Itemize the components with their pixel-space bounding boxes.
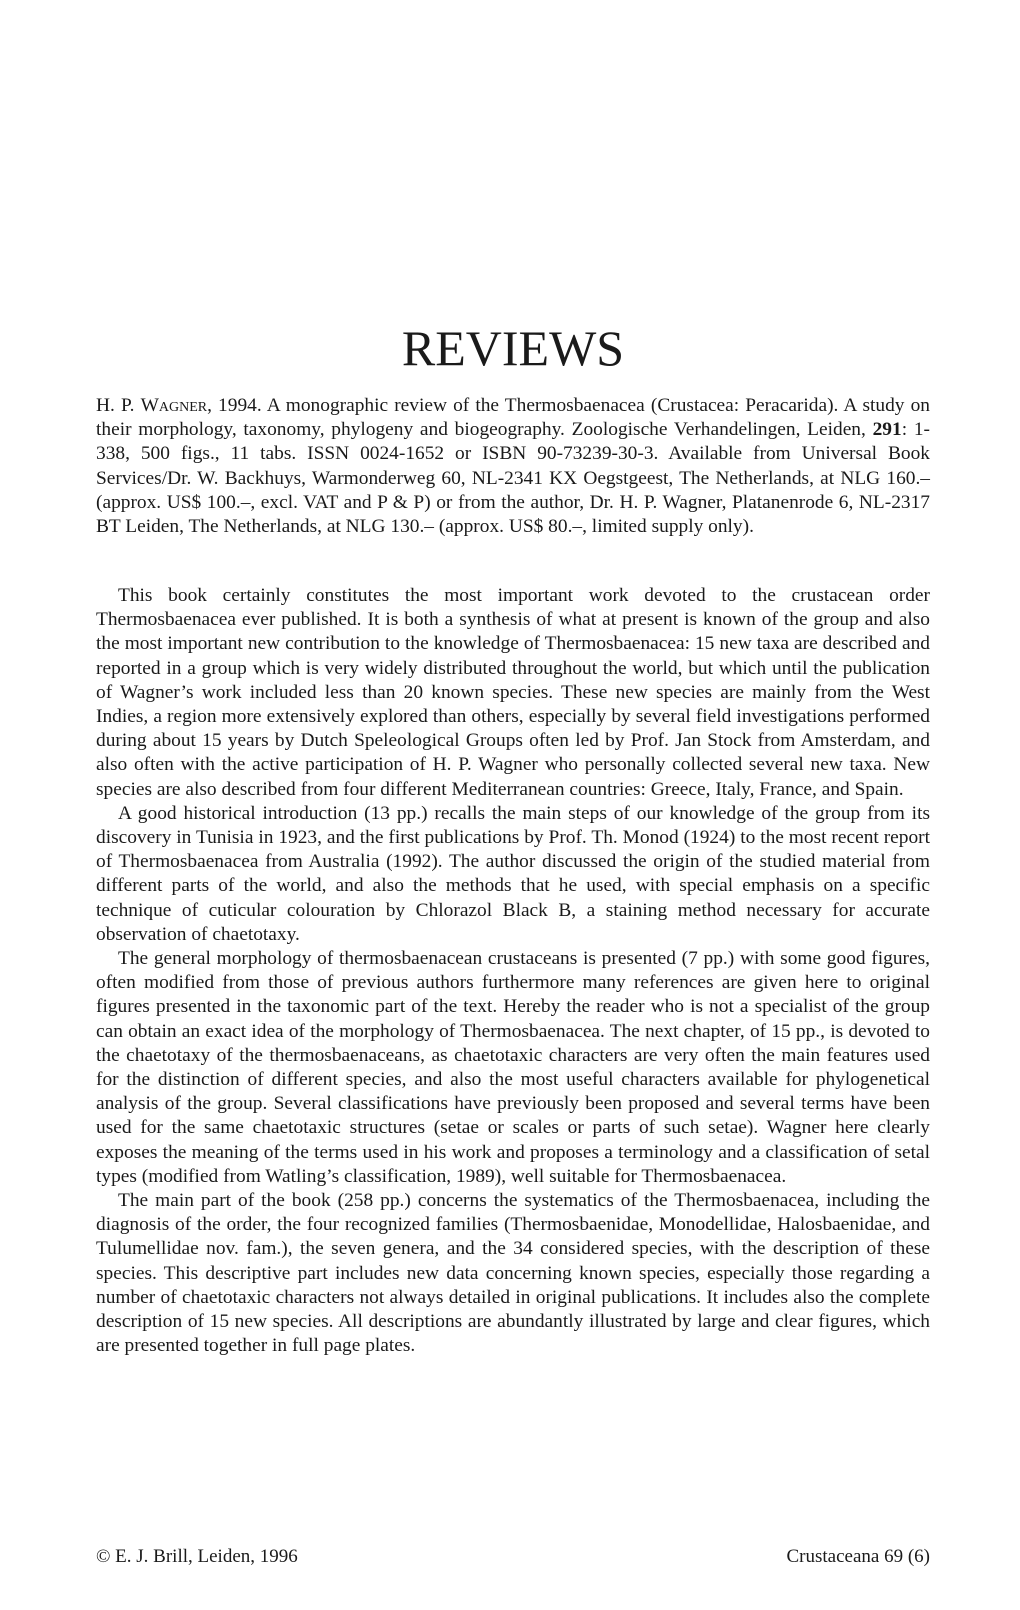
document-page bbox=[96, 0, 930, 1610]
citation-title: , 1994. A monographic review of the Thermosbaenacea (Crustacea: Peracarida). A study on their morphology, taxonomy, phylogeny and biogeography. Zoologische Verhandelingen, Leiden, bbox=[96, 395, 930, 441]
page-footer bbox=[96, 1545, 930, 1569]
bibliographic-citation bbox=[96, 394, 930, 539]
paragraph: A good historical introduction (13 pp.) recalls the main steps of our knowledge of the group from its discovery in Tunisia in 1923, and the first publications by Prof. Th. Monod (1924) to the most recent report of Thermosbaenacea from Australia (1992). The author discussed the origin of the studied material from different parts of the world, and also the methods that he used, with special emphasis on a specific technique of cuticular colouration by Chlorazol Black B, a staining method necessary for accurate observation of chaetotaxy. bbox=[96, 802, 930, 945]
paragraph: The main part of the book (258 pp.) concerns the systematics of the Thermosbaenacea, including the diagnosis of the order, the four recognized families (Thermosbaenidae, Monodellidae, Halosbaenidae, and Tulumellidae nov. fam.), the seven genera, and the 34 considered species, with the description of these species. This descriptive part includes new data concerning known species, especially those regarding a number of chaetotaxic characters not always detailed in original publications. It includes also the complete description of 15 new species. All descriptions are abundantly illustrated by large and clear figures, which are presented together in full page plates. bbox=[96, 1190, 930, 1357]
page-title: REVIEWS bbox=[401, 320, 625, 376]
author-surname: Wagner bbox=[140, 395, 208, 416]
copyright-notice: © E. J. Brill, Leiden, 1996 bbox=[96, 1546, 298, 1567]
citation-details: : 1-338, 500 figs., 11 tabs. ISSN 0024-1652 or ISBN 90-73239-30-3. Available from Universal Book Services/Dr. W. Backhuys, Warmonderweg 60, NL-2341 KX Oegstgeest, The Netherlands, at NLG 160.– (approx. US$ 100.–, excl. VAT and P & P) or from the author, Dr. H. P. Wagner, Platanenrode 6, NL-2317 BT Leiden, The Netherlands, at NLG 130.– (approx. US$ 80.–, limited supply only). bbox=[96, 419, 930, 538]
author-initials: H. P. bbox=[96, 395, 141, 416]
review-body bbox=[96, 584, 930, 1359]
journal-reference: Crustaceana 69 (6) bbox=[786, 1546, 930, 1567]
paragraph: The general morphology of thermosbaenacean crustaceans is presented (7 pp.) with some good figures, often modified from those of previous authors furthermore many references are given here to original figures presented in the taxonomic part of the text. Hereby the reader who is not a specialist of the group can obtain an exact idea of the morphology of Thermosbaenacea. The next chapter, of 15 pp., is devoted to the chaetotaxy of the thermosbaenaceans, as chaetotaxic characters are very often the main features used for the distinction of different species, and also the most useful characters available for phylogenetical analysis of the group. Several classifications have previously been proposed and several terms have been used for the same chaetotaxic structures (setae or scales or parts of such setae). Wagner here clearly exposes the meaning of the terms used in his work and proposes a terminology and a classification of setal types (modified from Watling’s classification, 1989), well suitable for Thermosbaenacea. bbox=[96, 948, 930, 1187]
citation-volume: 291 bbox=[872, 419, 902, 441]
paragraph: This book certainly constitutes the most important work devoted to the crustacean order Thermosbaenacea ever published. It is both a synthesis of what at present is known of the group and also the most important new contribution to the knowledge of Thermosbaenacea: 15 new taxa are described and reported in a group which is very widely distributed throughout the world, but which until the publication of Wagner’s work included less than 20 known species. These new species are mainly from the West Indies, a region more extensively explored than others, especially by several field investigations performed during about 15 years by Dutch Speleological Groups often led by Prof. Jan Stock from Amsterdam, and also often with the active participation of H. P. Wagner who personally collected several new taxa. New species are also described from four different Mediterranean countries: Greece, Italy, France, and Spain. bbox=[96, 585, 930, 800]
